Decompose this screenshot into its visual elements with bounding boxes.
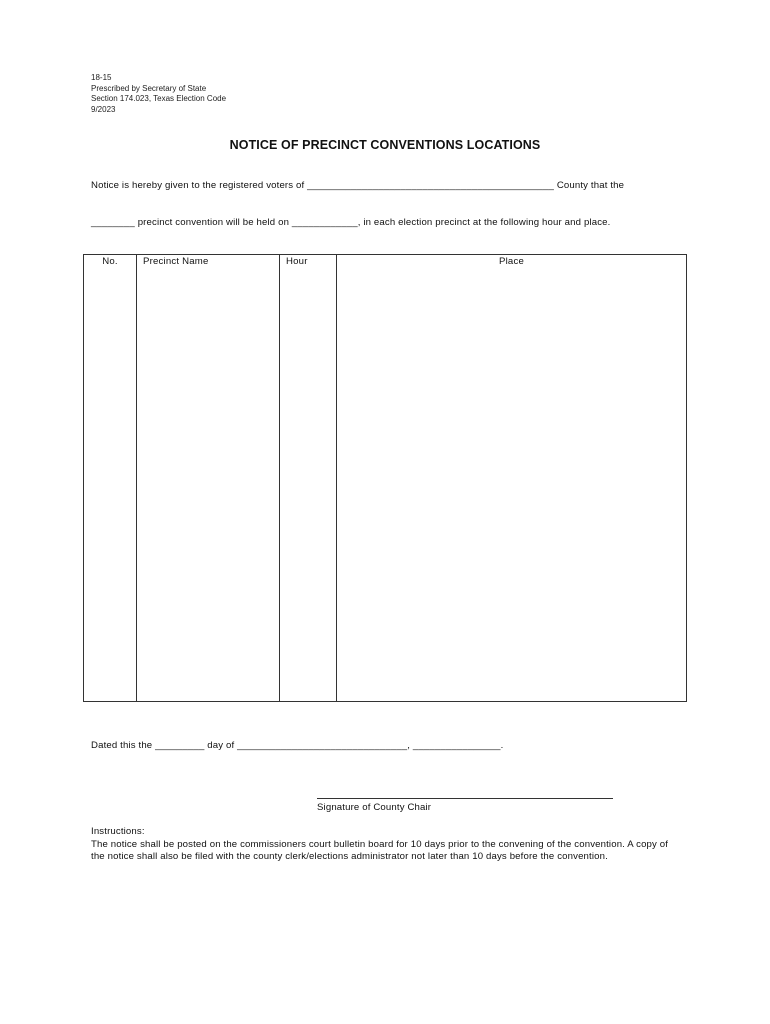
revision-date: 9/2023	[91, 104, 116, 114]
instructions-text: The notice shall be posted on the commissioners court bulletin board for 10 days prior to the convening of the convention. A copy of the notice shall also be filed with the county clerk/elections administrator not later than 10 days before the convention.	[91, 838, 669, 862]
column-header-place: Place	[337, 255, 687, 270]
cell-place[interactable]	[337, 269, 687, 702]
column-header-hour: Hour	[280, 255, 337, 270]
signature-line[interactable]	[317, 798, 613, 799]
document-title: NOTICE OF PRECINCT CONVENTIONS LOCATIONS	[229, 138, 541, 152]
instructions-block	[91, 826, 681, 864]
column-header-precinct-name: Precinct Name	[137, 255, 280, 270]
notice-paragraph-convention: ________ precinct convention will be held on ____________, in each election precinct at the following hour and place.	[91, 217, 611, 228]
column-header-no: No.	[84, 255, 137, 270]
cell-precinct-name[interactable]	[137, 269, 280, 702]
notice-paragraph-voters: Notice is hereby given to the registered voters of _____________________________________________ County that the	[91, 180, 625, 191]
precinct-locations-table	[83, 254, 687, 702]
form-number: 18-15	[91, 73, 112, 82]
table-header-row	[84, 255, 687, 270]
cell-hour[interactable]	[280, 269, 337, 702]
code-section: Section 174.023, Texas Election Code	[91, 94, 227, 103]
signature-label: Signature of County Chair	[317, 802, 432, 813]
dated-line: Dated this the _________ day of _______________________________, ________________.	[91, 740, 504, 751]
prescribed-by: Prescribed by Secretary of State	[91, 83, 207, 93]
form-header	[91, 73, 226, 115]
cell-no[interactable]	[84, 269, 137, 702]
instructions-heading: Instructions:	[91, 826, 145, 837]
table-row	[84, 269, 687, 702]
